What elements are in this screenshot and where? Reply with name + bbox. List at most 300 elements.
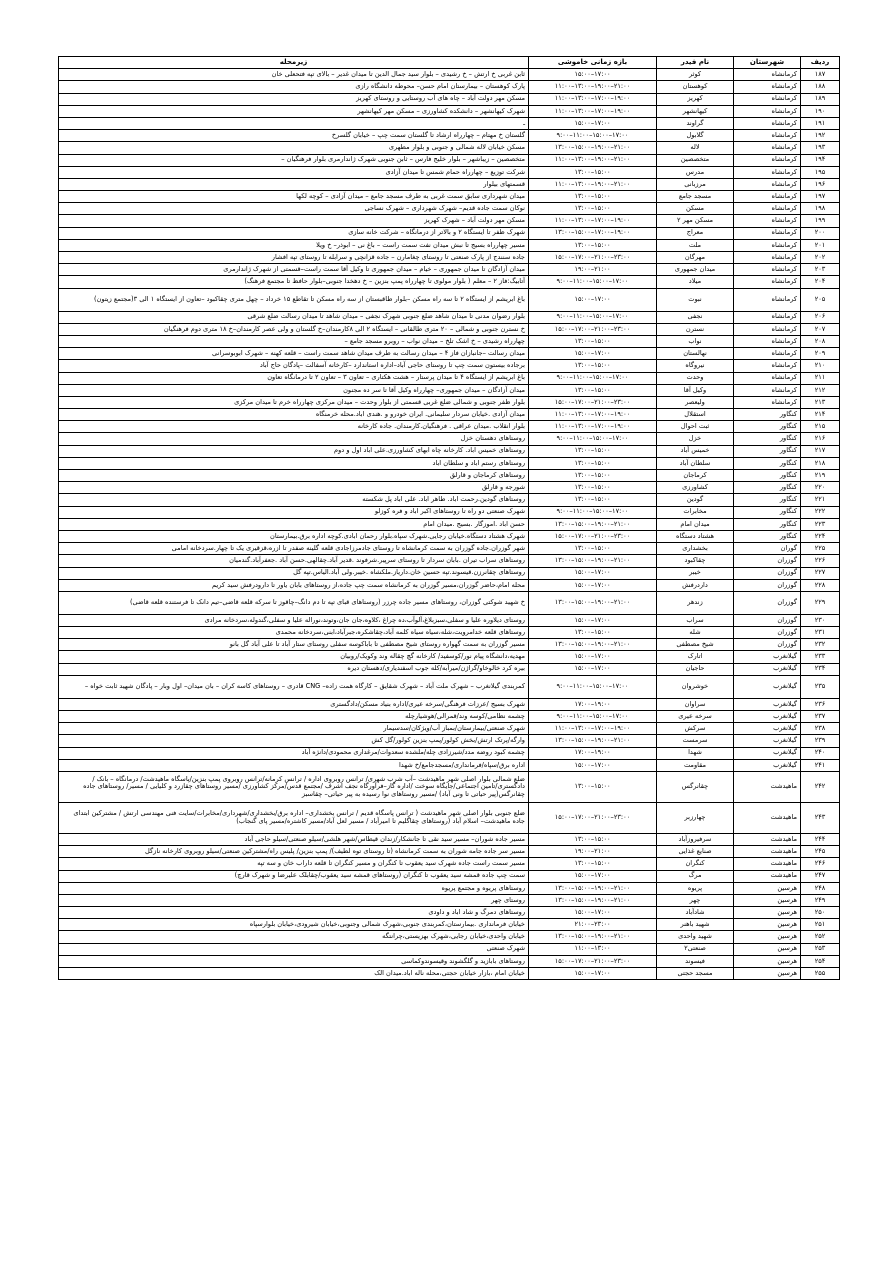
city-cell: کنگاور: [734, 518, 801, 530]
outage-time-cell: ۱۳:۰۰–۱۵:۰۰: [529, 191, 657, 203]
sub-area-cell: شورجه و قارلق: [59, 482, 529, 494]
feeder-name-cell: شهید باهنر: [657, 919, 734, 931]
table-row: [59, 239, 840, 251]
sub-area-cell: خیابان واحدی،خیابان رجایی،شهرک بهزیستی،چرانتگه: [59, 931, 529, 943]
outage-time-cell: ۱۵:۰۰–۱۷:۰۰–۲۱:۰۰–۲۳:۰۰: [529, 252, 657, 264]
row-number-cell: ۲۲۳: [801, 518, 840, 530]
sub-area-cell: خ نسترن جنوبی و شمالی – ۲۰ متری طالقانی – ایستگاه ۲ الی ۸کارمندان–خ گلستان و ولی عصر کارمندان–خ ۱۸ متری دوم فرهنگیان: [59, 323, 529, 335]
table-row: [59, 555, 840, 567]
city-cell: کرمانشاه: [734, 117, 801, 129]
feeder-name-cell: گلابول: [657, 130, 734, 142]
row-number-cell: ۲۰۷: [801, 323, 840, 335]
outage-time-cell: ۱۱:۰۰–۱۳:۰۰–۱۷:۰۰–۱۹:۰۰: [529, 409, 657, 421]
outage-time-cell: ۱۷:۰۰–۱۹:۰۰: [529, 698, 657, 710]
table-row: [59, 675, 840, 698]
sub-area-cell: شرکت توزیع – چهارراه حمام شمس تا میدان آزادی: [59, 166, 529, 178]
feeder-name-cell: نسترن: [657, 323, 734, 335]
row-number-cell: ۲۳۴: [801, 663, 840, 675]
sub-area-cell: شهرک هشتاد دستگاه.خیابان رجایی.شهرک سپاه.بلوار رحمان ابادی.کوچه اداره برق.بیمارستان: [59, 530, 529, 542]
row-number-cell: ۲۱۲: [801, 384, 840, 396]
city-cell: ماهیدشت: [734, 833, 801, 845]
sub-area-cell: میدان شهرداری سابق سمت غربی به طرف مسجد جامع – میدان آزادی – کوچه لکها: [59, 191, 529, 203]
city-cell: کنگاور: [734, 433, 801, 445]
table-row: [59, 203, 840, 215]
feeder-name-cell: سراوان: [657, 698, 734, 710]
table-row: [59, 445, 840, 457]
sub-area-cell: قسمتهای بیلوار: [59, 178, 529, 190]
sub-area-cell: نوکان سمت جاده قدیم– شهرک شهرداری – شهرک نساجی: [59, 203, 529, 215]
outage-time-cell: ۱۳:۰۰–۱۵:۰۰: [529, 335, 657, 347]
sub-area-cell: چهارراه رشیدی – خ اشک تلخ – میدان نواب – روبرو مسجد جامع –: [59, 335, 529, 347]
outage-time-cell: ۱۳:۰۰–۱۵:۰۰: [529, 833, 657, 845]
sub-area-cell: برجاده بیستون سمت چپ تا روستای حاجی آباد–اداره استاندارد –کارخانه آسفالت –پادگان حاج آباد: [59, 360, 529, 372]
table-row: [59, 191, 840, 203]
row-number-cell: ۲۵۴: [801, 955, 840, 967]
city-cell: گیلانغرب: [734, 735, 801, 747]
sub-area-cell: باغ ابریشم از ایستگاه ۲ تا سه راه مسکن –بلوار طاقبستان از سه راه مسکن تا تقاطع ۱۵ خرداد – چهل متری چقاکبود –تعاون از ایستگاه ۱ الی ۳(مجتمع زیتون): [59, 288, 529, 311]
table-row: [59, 154, 840, 166]
outage-time-cell: ۱۵:۰۰–۱۷:۰۰–۲۱:۰۰–۲۳:۰۰: [529, 530, 657, 542]
feeder-name-cell: مسکن: [657, 203, 734, 215]
sub-area-cell: ضلع شمالی بلوار اصلی شهر ماهیدشت –آب شرب شهری/ ترانس روبروی اداره / ترانس کرمانه/ترانس روبروی پمپ بنزین/پاسگاه ماهیدشت/ درمانگاه – بانک / دادگستری/تامین اجتماعی/جایگاه سوخت /اداره گاز–فرآورگاه نجف اشرف /مجتمع قدس/مرکز کشاورزی /مسیر روستاهای چقازرد و کلیایی / مسیر/ روستاهای جاده چقانرگس(پیر حیاتی تا ونی آباد) /مسیر روستاهای نوا رسیده به پیر حیاتی– چقاسبز: [59, 771, 529, 802]
table-row: [59, 252, 840, 264]
outage-time-cell: ۱۱:۰۰–۱۳:۰۰–۱۷:۰۰–۱۹:۰۰: [529, 723, 657, 735]
table-row: [59, 421, 840, 433]
table-row: [59, 384, 840, 396]
sub-area-cell: شهرک صنعتی/بیمارستان/بمباز آب/ویژکان/سدسیمار: [59, 723, 529, 735]
table-row: [59, 457, 840, 469]
table-header-row: [59, 57, 840, 69]
row-number-cell: ۱۹۴: [801, 154, 840, 166]
city-cell: گوران: [734, 543, 801, 555]
sub-area-cell: چشمه کبود روضه مدد/شیرزادی چله/ملشده سعدوات/مرغداری محمودی/دانژه آباد: [59, 747, 529, 759]
row-number-cell: ۲۲۵: [801, 543, 840, 555]
feeder-name-cell: چهر: [657, 894, 734, 906]
city-cell: کنگاور: [734, 482, 801, 494]
table-row: [59, 396, 840, 408]
sub-area-cell: ضلع جنوبی بلوار اصلی شهر ماهیدشت ( ترانس پاسگاه قدیم / ترانس بخشداری– اداره برق/بخشداری/شهرداری/مخابرات/سایت فنی مهندسی ارتش / مشترکین ابتدای جاده ماهیدشت– اسلام آباد (روستاهای چقاگلیم تا امیرآباد / مسیر لعل آباد/مسیر کاشتره/مسیر پای گنجاب): [59, 802, 529, 833]
feeder-name-cell: هشتاد دستگاه: [657, 530, 734, 542]
row-number-cell: ۲۱۴: [801, 409, 840, 421]
row-number-cell: ۲۴۴: [801, 833, 840, 845]
city-cell: هرسین: [734, 919, 801, 931]
outage-time-cell: ۱۳:۰۰–۱۵:۰۰: [529, 360, 657, 372]
outage-time-cell: ۱۵:۰۰–۱۷:۰۰: [529, 579, 657, 591]
table-row: [59, 264, 840, 276]
city-cell: ماهیدشت: [734, 771, 801, 802]
table-row: [59, 747, 840, 759]
outage-time-cell: ۱۳:۰۰–۱۵:۰۰: [529, 470, 657, 482]
table-row: [59, 882, 840, 894]
city-cell: کرمانشاه: [734, 166, 801, 178]
sub-area-cell: روستای دیلاوره علیا و سفلی،سبزبلاغ،آلوآب،ده چراغ ،کلاوه،جان جان،وتوند،نوراله علیا و سفلی،گندوله،سردخانه مرادی: [59, 614, 529, 626]
row-number-cell: ۲۳۶: [801, 698, 840, 710]
outage-time-cell: ۱۳:۰۰–۱۵:۰۰: [529, 494, 657, 506]
row-number-cell: ۱۹۹: [801, 215, 840, 227]
outage-time-cell: ۲۱:۰۰–۲۳:۰۰: [529, 919, 657, 931]
row-number-cell: ۱۹۱: [801, 117, 840, 129]
city-cell: کرمانشاه: [734, 191, 801, 203]
feeder-name-cell: خوشروان: [657, 675, 734, 698]
sub-area-cell: روستاهای بابازید و گلگشوند وقیسوندوکماسی: [59, 955, 529, 967]
row-number-cell: ۲۴۷: [801, 870, 840, 882]
outage-time-cell: ۱۹:۰۰–۲۱:۰۰: [529, 846, 657, 858]
outage-time-cell: ۱۵:۰۰–۱۷:۰۰: [529, 663, 657, 675]
outage-time-cell: ۱۳:۰۰–۱۵:۰۰–۱۹:۰۰–۲۱:۰۰: [529, 591, 657, 614]
outage-time-cell: ۱۵:۰۰–۱۷:۰۰: [529, 288, 657, 311]
outage-time-cell: ۱۳:۰۰–۱۵:۰۰–۱۹:۰۰–۲۱:۰۰: [529, 518, 657, 530]
outage-time-cell: ۱۵:۰۰–۱۷:۰۰: [529, 968, 657, 980]
feeder-name-cell: نهالستان: [657, 348, 734, 360]
row-number-cell: ۲۰۹: [801, 348, 840, 360]
table-row: [59, 178, 840, 190]
sub-area-cell: وارگه/پرتک ارتش/بخش کولور/پمپ بنزین کولور/گل کش: [59, 735, 529, 747]
city-cell: کرمانشاه: [734, 81, 801, 93]
sub-area-cell: میدان آزادگان – میدان جمهوری– چهارراه وکیل آقا تا سر ده مجنون: [59, 384, 529, 396]
sub-area-cell: متخصصین – زیباشهر – بلوار خلیج فارس – ثابن جنوبی شهرک ژاندارمری بلوار فرهنگیان –: [59, 154, 529, 166]
table-row: [59, 663, 840, 675]
outage-time-cell: ۱۳:۰۰–۱۵:۰۰: [529, 384, 657, 396]
table-row: [59, 81, 840, 93]
table-row: [59, 870, 840, 882]
feeder-name-cell: مهرگان: [657, 252, 734, 264]
sub-area-cell: خیابان امام ،بازار خیابان حجتی،محله ناله اباد.میدان الک: [59, 968, 529, 980]
table-row: [59, 931, 840, 943]
sub-area-cell: شهرک ظفر تا ایستگاه ۲ و بالاتر از درمانگاه – شرکت خانه سازی: [59, 227, 529, 239]
city-cell: کرمانشاه: [734, 203, 801, 215]
table-row: [59, 470, 840, 482]
feeder-name-cell: کنگران: [657, 858, 734, 870]
sub-area-cell: روستاهای چقانرزن.قیسوند.تپه حسین خان.داریاز.ملکشاه .خیبر.ولی آباد.الیاس.تپه گل: [59, 567, 529, 579]
table-row: [59, 372, 840, 384]
outage-time-cell: ۱۷:۰۰–۱۹:۰۰: [529, 747, 657, 759]
sub-area-cell: مسکن خیابان لاله شمالی و جنوبی و بلوار مطهری: [59, 142, 529, 154]
outage-time-cell: ۱۳:۰۰–۱۵:۰۰: [529, 445, 657, 457]
outage-time-cell: ۱۳:۰۰–۱۵:۰۰–۱۹:۰۰–۲۱:۰۰: [529, 142, 657, 154]
table-row: [59, 323, 840, 335]
row-number-cell: ۲۱۷: [801, 445, 840, 457]
header-city: شهرستان: [734, 57, 801, 69]
row-number-cell: ۲۰۶: [801, 311, 840, 323]
outage-schedule-sheet: [58, 56, 839, 980]
sub-area-cell: میدان آزادی .خیابان سردار سلیمانی. ایران خودرو و .هندی اباد.محله خرمنگاه: [59, 409, 529, 421]
row-number-cell: ۲۴۵: [801, 846, 840, 858]
table-row: [59, 651, 840, 663]
row-number-cell: ۲۵۲: [801, 931, 840, 943]
table-row: [59, 311, 840, 323]
table-row: [59, 567, 840, 579]
feeder-name-cell: شله: [657, 627, 734, 639]
row-number-cell: ۲۳۰: [801, 614, 840, 626]
sub-area-cell: مسیر سمت راست جاده شهرک سید یعقوب تا کنگران و مسیر کنگران تا قلعه داراب خان و سه تپه: [59, 858, 529, 870]
city-cell: گوزران: [734, 591, 801, 614]
feeder-name-cell: گراوند: [657, 117, 734, 129]
city-cell: کرمانشاه: [734, 264, 801, 276]
row-number-cell: ۲۰۲: [801, 252, 840, 264]
outage-time-cell: ۱۳:۰۰–۱۵:۰۰: [529, 771, 657, 802]
table-row: [59, 433, 840, 445]
sub-area-cell: روستاهای قلعه خدامرویت،شله،سیاه سیاه کلمه آباد،چقاشکره،جبرآباد،ابنی،سردخانه محمدی: [59, 627, 529, 639]
sub-area-cell: مسکن مهر دولت آباد – شهرک کهریز: [59, 215, 529, 227]
table-row: [59, 409, 840, 421]
city-cell: ماهیدشت: [734, 802, 801, 833]
outage-time-cell: ۱۵:۰۰–۱۷:۰۰: [529, 348, 657, 360]
outage-time-cell: ۹:۰۰–۱۱:۰۰–۱۵:۰۰–۱۷:۰۰: [529, 675, 657, 698]
feeder-name-cell: خمیس آباد: [657, 445, 734, 457]
outage-time-cell: ۹:۰۰–۱۱:۰۰–۱۵:۰۰–۱۷:۰۰: [529, 276, 657, 288]
table-row: [59, 360, 840, 372]
sub-area-cell: خیابان فرمانداری .بیمارستان،کمربندی جنوبی،شهرک شمالی وجنوبی،خیابان شیرودی،خیابان بلوارسپاه: [59, 919, 529, 931]
city-cell: کرمانشاه: [734, 154, 801, 166]
row-number-cell: ۱۹۲: [801, 130, 840, 142]
feeder-name-cell: چقانرگس: [657, 771, 734, 802]
table-row: [59, 919, 840, 931]
feeder-name-cell: سرمست: [657, 735, 734, 747]
feeder-name-cell: صنایع غذایی: [657, 846, 734, 858]
feeder-name-cell: حاجیان: [657, 663, 734, 675]
row-number-cell: ۲۲۴: [801, 530, 840, 542]
row-number-cell: ۱۸۹: [801, 93, 840, 105]
city-cell: گوزران: [734, 579, 801, 591]
sub-area-cell: روستاهای کرماجان و قارلق: [59, 470, 529, 482]
row-number-cell: ۲۰۴: [801, 276, 840, 288]
outage-time-cell: ۱۳:۰۰–۱۵:۰۰–۱۹:۰۰–۲۱:۰۰: [529, 931, 657, 943]
header-outage-time: بازه زمانی خاموشی: [529, 57, 657, 69]
city-cell: ماهیدشت: [734, 846, 801, 858]
outage-time-cell: ۱۱:۰۰–۱۳:۰۰–۱۷:۰۰–۱۹:۰۰: [529, 93, 657, 105]
outage-time-cell: ۱۵:۰۰–۱۷:۰۰: [529, 759, 657, 771]
city-cell: گیلانغرب: [734, 698, 801, 710]
feeder-name-cell: سلطان آباد: [657, 457, 734, 469]
city-cell: گوزران: [734, 555, 801, 567]
feeder-name-cell: مرزبانی: [657, 178, 734, 190]
table-row: [59, 227, 840, 239]
outage-time-cell: ۱۱:۰۰–۱۳:۰۰–۱۷:۰۰–۱۹:۰۰: [529, 421, 657, 433]
city-cell: کرمانشاه: [734, 93, 801, 105]
sub-area-cell: اداره برق/سپاه/فرمانداری/مسجدجامع/خ شهدا: [59, 759, 529, 771]
table-row: [59, 348, 840, 360]
table-row: [59, 335, 840, 347]
table-row: [59, 93, 840, 105]
row-number-cell: ۲۲۲: [801, 506, 840, 518]
outage-time-cell: ۱۳:۰۰–۱۵:۰۰–۱۹:۰۰–۲۱:۰۰: [529, 882, 657, 894]
outage-time-cell: ۱۳:۰۰–۱۵:۰۰: [529, 166, 657, 178]
feeder-name-cell: نیروگاه: [657, 360, 734, 372]
sub-area-cell: کمربندی گیلانغرب – شهرک ملت آباد – شهرک شقایق – کارگاه همت زاده– CNG قادری – روستاهای کاسه کران – بان میدان– اول وبار – پادگان شهید ثابت خواه –: [59, 675, 529, 698]
table-row: [59, 494, 840, 506]
city-cell: کرمانشاه: [734, 311, 801, 323]
row-number-cell: ۲۴۱: [801, 759, 840, 771]
table-row: [59, 276, 840, 288]
sub-area-cell: گلستان خ مهتام – چهارراه ارشاد تا گلستان سمت چپ – خیابان گلسرخ: [59, 130, 529, 142]
table-body: [59, 69, 840, 980]
outage-time-cell: ۹:۰۰–۱۱:۰۰–۱۵:۰۰–۱۷:۰۰: [529, 372, 657, 384]
feeder-name-cell: کوهستان: [657, 81, 734, 93]
sub-area-cell: شهرک صنعتی: [59, 943, 529, 955]
sub-area-cell: شهرک بسیج /عرزات فرهنگی/سرخه عیری/اداره بنیاد مسکن/دادگستری: [59, 698, 529, 710]
table-row: [59, 943, 840, 955]
sub-area-cell: شهرک صنعتی دو راه تا روستاهای اکبر اباد و فره کوزلو: [59, 506, 529, 518]
table-row: [59, 579, 840, 591]
row-number-cell: ۲۵۵: [801, 968, 840, 980]
sub-area-cell: میدان رسالت –جانبازان فاز ۴ – میدان رسالت به طرف میدان شاهد سمت راست – قلعه کهنه – شهرک ابوبوسرانی: [59, 348, 529, 360]
row-number-cell: ۱۹۰: [801, 105, 840, 117]
sub-area-cell: بلوار ظفر جنوبی و شمالی ضلع غربی قسمتی از بلوار وحدت – میدان مرکزی چهارراه خرم تا میدان مرکزی: [59, 396, 529, 408]
outage-time-cell: ۱۳:۰۰–۱۵:۰۰: [529, 627, 657, 639]
feeder-name-cell: مسکن مهر ۲: [657, 215, 734, 227]
outage-time-cell: ۱۵:۰۰–۱۷:۰۰–۲۱:۰۰–۲۳:۰۰: [529, 323, 657, 335]
sub-area-cell: مسیر چهارراه بسیج تا نبش میدان نفت سمت راست – باغ نی – ابوذر– خ ویلا: [59, 239, 529, 251]
table-row: [59, 215, 840, 227]
outage-time-cell: ۱۹:۰۰–۲۱:۰۰: [529, 264, 657, 276]
feeder-name-cell: کیهانشهر: [657, 105, 734, 117]
table-row: [59, 955, 840, 967]
row-number-cell: ۱۹۵: [801, 166, 840, 178]
feeder-name-cell: کرماجان: [657, 470, 734, 482]
city-cell: ماهیدشت: [734, 858, 801, 870]
city-cell: گیلانغرب: [734, 651, 801, 663]
table-row: [59, 858, 840, 870]
feeder-name-cell: فیسوند: [657, 955, 734, 967]
outage-time-cell: ۱۵:۰۰–۱۷:۰۰: [529, 614, 657, 626]
outage-time-cell: ۱۵:۰۰–۱۷:۰۰: [529, 69, 657, 81]
outage-time-cell: ۱۵:۰۰–۱۷:۰۰: [529, 651, 657, 663]
row-number-cell: ۲۲۰: [801, 482, 840, 494]
sub-area-cell: روستاهای رستم اباد و سلطان اباد: [59, 457, 529, 469]
table-row: [59, 506, 840, 518]
sub-area-cell: شهرک کیهانشهر – دانشکده کشاورزی – مسکن مهر کیهانشهر: [59, 105, 529, 117]
table-row: [59, 166, 840, 178]
city-cell: کرمانشاه: [734, 130, 801, 142]
row-number-cell: ۲۵۱: [801, 919, 840, 931]
city-cell: هرسین: [734, 931, 801, 943]
city-cell: گیلانغرب: [734, 723, 801, 735]
row-number-cell: ۲۴۳: [801, 802, 840, 833]
sub-area-cell: بلوار انقلاب .میدان عراقی . فرهنگیان.کارمندان. جاده کارخانه: [59, 421, 529, 433]
row-number-cell: ۲۰۱: [801, 239, 840, 251]
row-number-cell: ۲۳۷: [801, 711, 840, 723]
sub-area-cell: پارک کوهستان – بیمارستان امام حسن– محوطه دانشگاه رازی: [59, 81, 529, 93]
outage-time-cell: ۹:۰۰–۱۱:۰۰–۱۵:۰۰–۱۷:۰۰: [529, 311, 657, 323]
table-row: [59, 518, 840, 530]
city-cell: کرمانشاه: [734, 396, 801, 408]
city-cell: گیلانغرب: [734, 759, 801, 771]
row-number-cell: ۱۹۳: [801, 142, 840, 154]
row-number-cell: ۲۲۷: [801, 567, 840, 579]
city-cell: گیلانغرب: [734, 711, 801, 723]
outage-time-cell: ۱۱:۰۰–۱۳:۰۰–۱۹:۰۰–۲۱:۰۰: [529, 81, 657, 93]
sub-area-cell: بیره کرد خالوخاو/گراژن/میرآبه/کله جوب اسفندیاری/دهستان دیره: [59, 663, 529, 675]
city-cell: کنگاور: [734, 530, 801, 542]
row-number-cell: ۲۱۵: [801, 421, 840, 433]
table-row: [59, 482, 840, 494]
city-cell: گوزران: [734, 567, 801, 579]
outage-time-cell: ۱۳:۰۰–۱۵:۰۰–۱۹:۰۰–۲۱:۰۰: [529, 639, 657, 651]
sub-area-cell: روستاهای دمرگ و شاد اباد و داودی: [59, 907, 529, 919]
outage-time-cell: ۱۱:۰۰–۱۳:۰۰–۱۹:۰۰–۲۱:۰۰: [529, 178, 657, 190]
table-row: [59, 117, 840, 129]
row-number-cell: ۲۳۱: [801, 627, 840, 639]
table-row: [59, 69, 840, 81]
outage-time-cell: ۹:۰۰–۱۱:۰۰–۱۵:۰۰–۱۷:۰۰: [529, 711, 657, 723]
table-row: [59, 614, 840, 626]
table-row: [59, 639, 840, 651]
feeder-name-cell: معراج: [657, 227, 734, 239]
sub-area-cell: خ شهید شوکتی گوزران، روستاهای مسیر جاده چرزر (روستاهای قبای تپه تا دم دانگ–چاقوز تا سرکه قلعه قاضی–تیم دانک تا فرستنده قلعه قاضی): [59, 591, 529, 614]
outage-time-cell: ۱۵:۰۰–۱۷:۰۰: [529, 567, 657, 579]
feeder-name-cell: سرفیروزآباد: [657, 833, 734, 845]
city-cell: هرسین: [734, 955, 801, 967]
row-number-cell: ۲۰۳: [801, 264, 840, 276]
feeder-name-cell: لاله: [657, 142, 734, 154]
sub-area-cell: چشمه نظامی/کوسه وند/قمرالی/هوشیارچله: [59, 711, 529, 723]
row-number-cell: ۲۲۶: [801, 555, 840, 567]
city-cell: کرمانشاه: [734, 227, 801, 239]
outage-time-cell: ۹:۰۰–۱۱:۰۰–۱۵:۰۰–۱۷:۰۰: [529, 506, 657, 518]
row-number-cell: ۲۰۸: [801, 335, 840, 347]
row-number-cell: ۲۴۶: [801, 858, 840, 870]
feeder-name-cell: مقاومت: [657, 759, 734, 771]
row-number-cell: ۱۹۷: [801, 191, 840, 203]
row-number-cell: ۲۱۹: [801, 470, 840, 482]
sub-area-cell: مسیر سر جاده جامه شوران به سمت کرمانشاه (تا روستای توه لطیف)/ پمپ بنزین/ پلیس راه/مشترکین صنعتی/سیلو روبروی کارخانه نازگل: [59, 846, 529, 858]
feeder-name-cell: چهارزبر: [657, 802, 734, 833]
city-cell: کرمانشاه: [734, 105, 801, 117]
outage-schedule-table: [58, 56, 840, 980]
feeder-name-cell: سراب: [657, 614, 734, 626]
outage-time-cell: ۱۵:۰۰–۱۷:۰۰: [529, 907, 657, 919]
table-row: [59, 894, 840, 906]
feeder-name-cell: شهدا: [657, 747, 734, 759]
table-row: [59, 846, 840, 858]
feeder-name-cell: شادآباد: [657, 907, 734, 919]
table-row: [59, 759, 840, 771]
table-row: [59, 591, 840, 614]
outage-time-cell: ۱۳:۰۰–۱۵:۰۰: [529, 543, 657, 555]
feeder-name-cell: سرکش: [657, 723, 734, 735]
feeder-name-cell: استقلال: [657, 409, 734, 421]
row-number-cell: ۲۵۰: [801, 907, 840, 919]
sub-area-cell: مسکن مهر دولت آباد – چاه های آب روستایی و روستای کهریز: [59, 93, 529, 105]
sub-area-cell: محله امام،حاضر گوزران،مسیر گوزران به کرمانشاه سمت چپ جاده،از روستاهای بابان یاور تا دارودرفش سید کریم: [59, 579, 529, 591]
row-number-cell: ۲۴۲: [801, 771, 840, 802]
city-cell: کرمانشاه: [734, 69, 801, 81]
feeder-name-cell: زندهر: [657, 591, 734, 614]
city-cell: هرسین: [734, 882, 801, 894]
table-row: [59, 723, 840, 735]
sub-area-cell: باغ ابریشم از ایستگاه ۴ تا میدان پرستار – هشت هکتاری – تعاون ۳ – تعاون ۲ تا درمانگاه تعاون: [59, 372, 529, 384]
table-row: [59, 530, 840, 542]
feeder-name-cell: صنعتی۲: [657, 943, 734, 955]
outage-time-cell: ۹:۰۰–۱۱:۰۰–۱۵:۰۰–۱۷:۰۰: [529, 433, 657, 445]
city-cell: کنگاور: [734, 409, 801, 421]
row-number-cell: ۱۸۸: [801, 81, 840, 93]
feeder-name-cell: چقاکبود: [657, 555, 734, 567]
feeder-name-cell: ملت: [657, 239, 734, 251]
city-cell: گیلانغرب: [734, 663, 801, 675]
outage-time-cell: ۱۳:۰۰–۱۵:۰۰: [529, 482, 657, 494]
sub-area-cell: سمت چپ جاده قمشه سید یعقوب تا کنگران (روستاهای قمشه سید یعقوب/چقابلک علیرضا و شهرک قارچ): [59, 870, 529, 882]
outage-time-cell: ۱۵:۰۰–۱۷:۰۰–۲۱:۰۰–۲۳:۰۰: [529, 802, 657, 833]
table-row: [59, 833, 840, 845]
city-cell: کرمانشاه: [734, 335, 801, 347]
outage-time-cell: ۱۳:۰۰–۱۵:۰۰–۱۹:۰۰–۲۱:۰۰: [529, 735, 657, 747]
sub-area-cell: مهدیه،دانشگاه پیام نور/کوسفید/ کارخانه گچ چقاله وند وکویک/روبیان: [59, 651, 529, 663]
table-row: [59, 968, 840, 980]
sub-area-cell: آتابیگ:فاز ۲ – معلم ( بلوار مولوی تا چهارراه پمپ بنزین – خ دهخدا جنوبی–بلوار حافظ تا مجتمع فرهنگ): [59, 276, 529, 288]
outage-time-cell: ۱۳:۰۰–۱۵:۰۰–۱۹:۰۰–۲۱:۰۰: [529, 555, 657, 567]
feeder-name-cell: مسجد جامع: [657, 191, 734, 203]
